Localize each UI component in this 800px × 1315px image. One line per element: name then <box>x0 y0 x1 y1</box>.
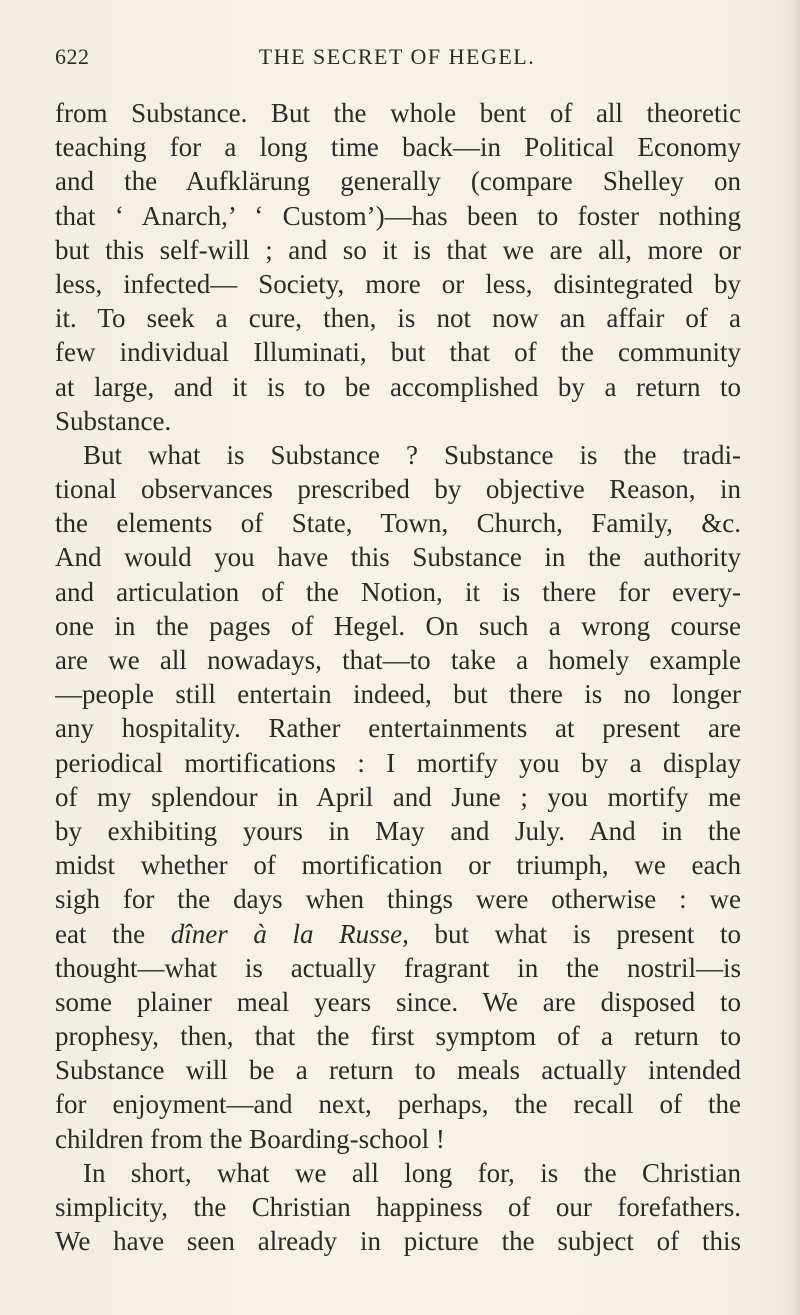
text-segment: but what is present to <box>434 918 741 949</box>
text-line: one in the pages of Hegel. On such a wrong course <box>55 610 741 641</box>
text-line: And would you have this Substance in the authority <box>55 542 741 573</box>
text-line: it. To seek a cure, then, is not now an affair of a <box>55 303 741 334</box>
text-line: and articulation of the Notion, it is there for every- <box>55 576 741 607</box>
text-line: —people still entertain indeed, but there is no longer <box>55 679 741 710</box>
text-line: But what is Substance ? Substance is the tradi- <box>83 439 741 470</box>
text-line-with-italic <box>55 917 741 951</box>
running-head: THE SECRET OF HEGEL. <box>258 44 536 69</box>
text-line: prophesy, then, that the first symptom of a return to <box>55 1021 741 1052</box>
text-line: that ‘ Anarch,’ ‘ Custom’)—has been to foster nothing <box>55 200 741 231</box>
text-line: thought—what is actually fragrant in the nostril—is <box>55 952 741 983</box>
text-line: for enjoyment—and next, perhaps, the recall of the <box>55 1089 741 1120</box>
text-line: are we all nowadays, that—to take a homely example <box>55 645 741 675</box>
text-line: simplicity, the Christian happiness of our forefathers. <box>55 1192 741 1222</box>
italic-phrase: dîner à la Russe, <box>170 918 409 949</box>
page-header <box>55 44 739 84</box>
text-line: any hospitality. Rather entertainments at present are <box>55 713 741 744</box>
text-line: We have seen already in picture the subject of this <box>55 1226 741 1257</box>
text-line: Substance will be a return to meals actually intended <box>55 1055 741 1086</box>
text-line: and the Aufklärung generally (compare Shelley on <box>55 166 741 197</box>
text-line: sigh for the days when things were otherwise : we <box>55 884 741 915</box>
text-line: periodical mortifications : I mortify you by a display <box>55 747 741 778</box>
text-line: at large, and it is to be accomplished by a return to <box>55 371 741 402</box>
text-line: midst whether of mortification or triumph, we each <box>55 850 741 881</box>
text-line: some plainer meal years since. We are disposed to <box>55 986 741 1017</box>
text-line: tional observances prescribed by objective Reason, in <box>55 474 741 505</box>
text-line: but this self-will ; and so it is that we are all, more or <box>55 234 741 265</box>
page-edge-shadow <box>790 0 800 1315</box>
text-line: Substance. <box>55 405 172 436</box>
text-line: from Substance. But the whole bent of all theoretic <box>55 98 741 128</box>
text-line: In short, what we all long for, is the Christian <box>83 1157 741 1188</box>
page-number: 622 <box>55 44 90 69</box>
body-text <box>55 96 741 1258</box>
text-segment: eat the <box>55 918 146 949</box>
text-line: teaching for a long time back—in Political Economy <box>55 132 741 163</box>
text-line: less, infected— Society, more or less, disintegrated by <box>55 268 741 299</box>
text-line: by exhibiting yours in May and July. And in the <box>55 815 741 846</box>
text-line: children from the Boarding-school ! <box>55 1123 445 1154</box>
text-line: of my splendour in April and June ; you mortify me <box>55 781 741 812</box>
text-line: few individual Illuminati, but that of the community <box>55 337 741 368</box>
text-line: the elements of State, Town, Church, Family, &c. <box>55 508 741 539</box>
